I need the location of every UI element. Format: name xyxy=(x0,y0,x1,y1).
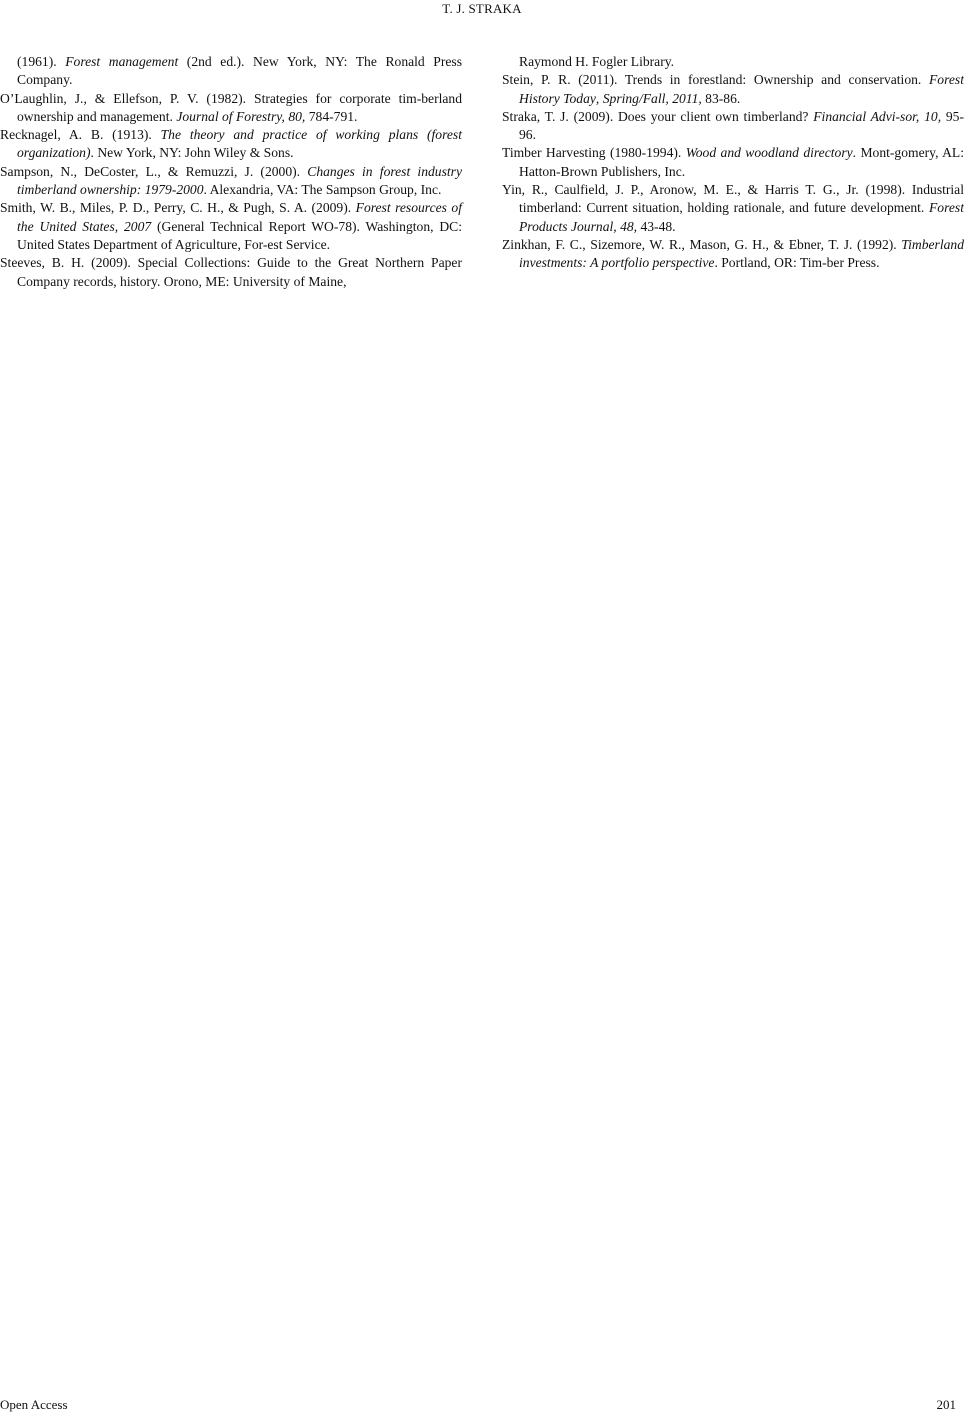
reference-entry xyxy=(502,108,964,145)
reference-entry xyxy=(0,199,462,254)
reference-text: , xyxy=(595,90,603,106)
reference-italic-text: Forest resources of the United States, 2007 xyxy=(17,200,463,234)
reference-italic-text: Forest management xyxy=(65,54,179,69)
reference-text: Smith, W. B., Miles, P. D., Perry, C. H., & Pugh, S. A. (2009). xyxy=(0,200,356,216)
reference-text: 83-86. xyxy=(701,90,741,106)
reference-text: . Mont-gomery, AL: Hatton-Brown Publishers, Inc. xyxy=(519,145,964,179)
reference-italic-text: Spring/Fall, 2011, xyxy=(602,90,702,106)
reference-text: (General Technical Report WO-78). Washington, DC: United States Department of Agriculture, For-est Service. xyxy=(17,218,463,252)
reference-entry xyxy=(0,90,462,127)
reference-text: Stein, P. R. (2011). Trends in forestland: Ownership and conservation. xyxy=(502,72,929,88)
running-head: T. J. STRAKA xyxy=(442,1,522,16)
reference-text: (1961). xyxy=(17,54,66,69)
reference-entry xyxy=(0,163,462,200)
references-right-column xyxy=(502,53,964,273)
reference-italic-text: The theory and practice of working plans (forest organization) xyxy=(17,127,462,161)
reference-entry xyxy=(0,254,462,291)
references-left-column xyxy=(0,53,462,291)
reference-italic-text: Financial Advi-sor, 10, xyxy=(813,108,942,124)
reference-text: 95-96. xyxy=(519,108,964,143)
reference-entry xyxy=(0,126,462,163)
reference-italic-text: Forest History Today xyxy=(519,72,964,106)
reference-italic-text: Journal of Forestry, 80, xyxy=(176,108,306,124)
reference-text: O’Laughlin, J., & Ellefson, P. V. (1982). Strategies for corporate tim-berland ownership and management. xyxy=(0,90,462,124)
reference-text: . Alexandria, VA: The Sampson Group, Inc. xyxy=(203,182,442,198)
reference-text: Zinkhan, F. C., Sizemore, W. R., Mason, G. H., & Ebner, T. J. (1992). xyxy=(502,236,902,252)
reference-text: Sampson, N., DeCoster, L., & Remuzzi, J. (2000). xyxy=(0,163,308,179)
reference-text: 43-48. xyxy=(637,218,676,234)
reference-entry xyxy=(502,53,964,71)
reference-text: Yin, R., Caulfield, J. P., Aronow, M. E., & Harris T. G., Jr. (1998). Industrial timberland: Current situation, holding rationale, and future development. xyxy=(502,182,964,216)
reference-text: . Portland, OR: Tim-ber Press. xyxy=(714,255,880,271)
reference-text: Raymond H. Fogler Library. xyxy=(519,54,675,69)
reference-italic-text: Wood and woodland directory xyxy=(685,145,853,161)
reference-italic-text: Timberland investments: A portfolio perspective xyxy=(519,236,964,271)
reference-entry xyxy=(502,236,964,273)
page-number: 201 xyxy=(936,1397,956,1412)
reference-text: 784-791. xyxy=(305,108,358,124)
reference-entry xyxy=(502,71,964,108)
reference-text: Timber Harvesting (1980-1994). xyxy=(502,145,686,161)
reference-text: Steeves, B. H. (2009). Special Collections: Guide to the Great Northern Paper Company records, history. Orono, ME: University of Maine, xyxy=(0,255,462,289)
reference-italic-text: Forest Products Journal, 48, xyxy=(519,200,964,234)
footer-journal-label: Open Access xyxy=(0,1397,68,1412)
reference-text: (2nd ed.). New York, NY: The Ronald Press Company. xyxy=(17,54,462,88)
reference-italic-text: Changes in forest industry timberland ownership: 1979-2000 xyxy=(17,163,462,198)
reference-entry xyxy=(0,53,462,90)
reference-text: Straka, T. J. (2009). Does your client own timberland? xyxy=(502,108,814,124)
reference-entry xyxy=(502,181,964,236)
reference-text: Recknagel, A. B. (1913). xyxy=(0,127,161,143)
reference-text: . New York, NY: John Wiley & Sons. xyxy=(90,145,294,161)
reference-entry xyxy=(502,144,964,181)
